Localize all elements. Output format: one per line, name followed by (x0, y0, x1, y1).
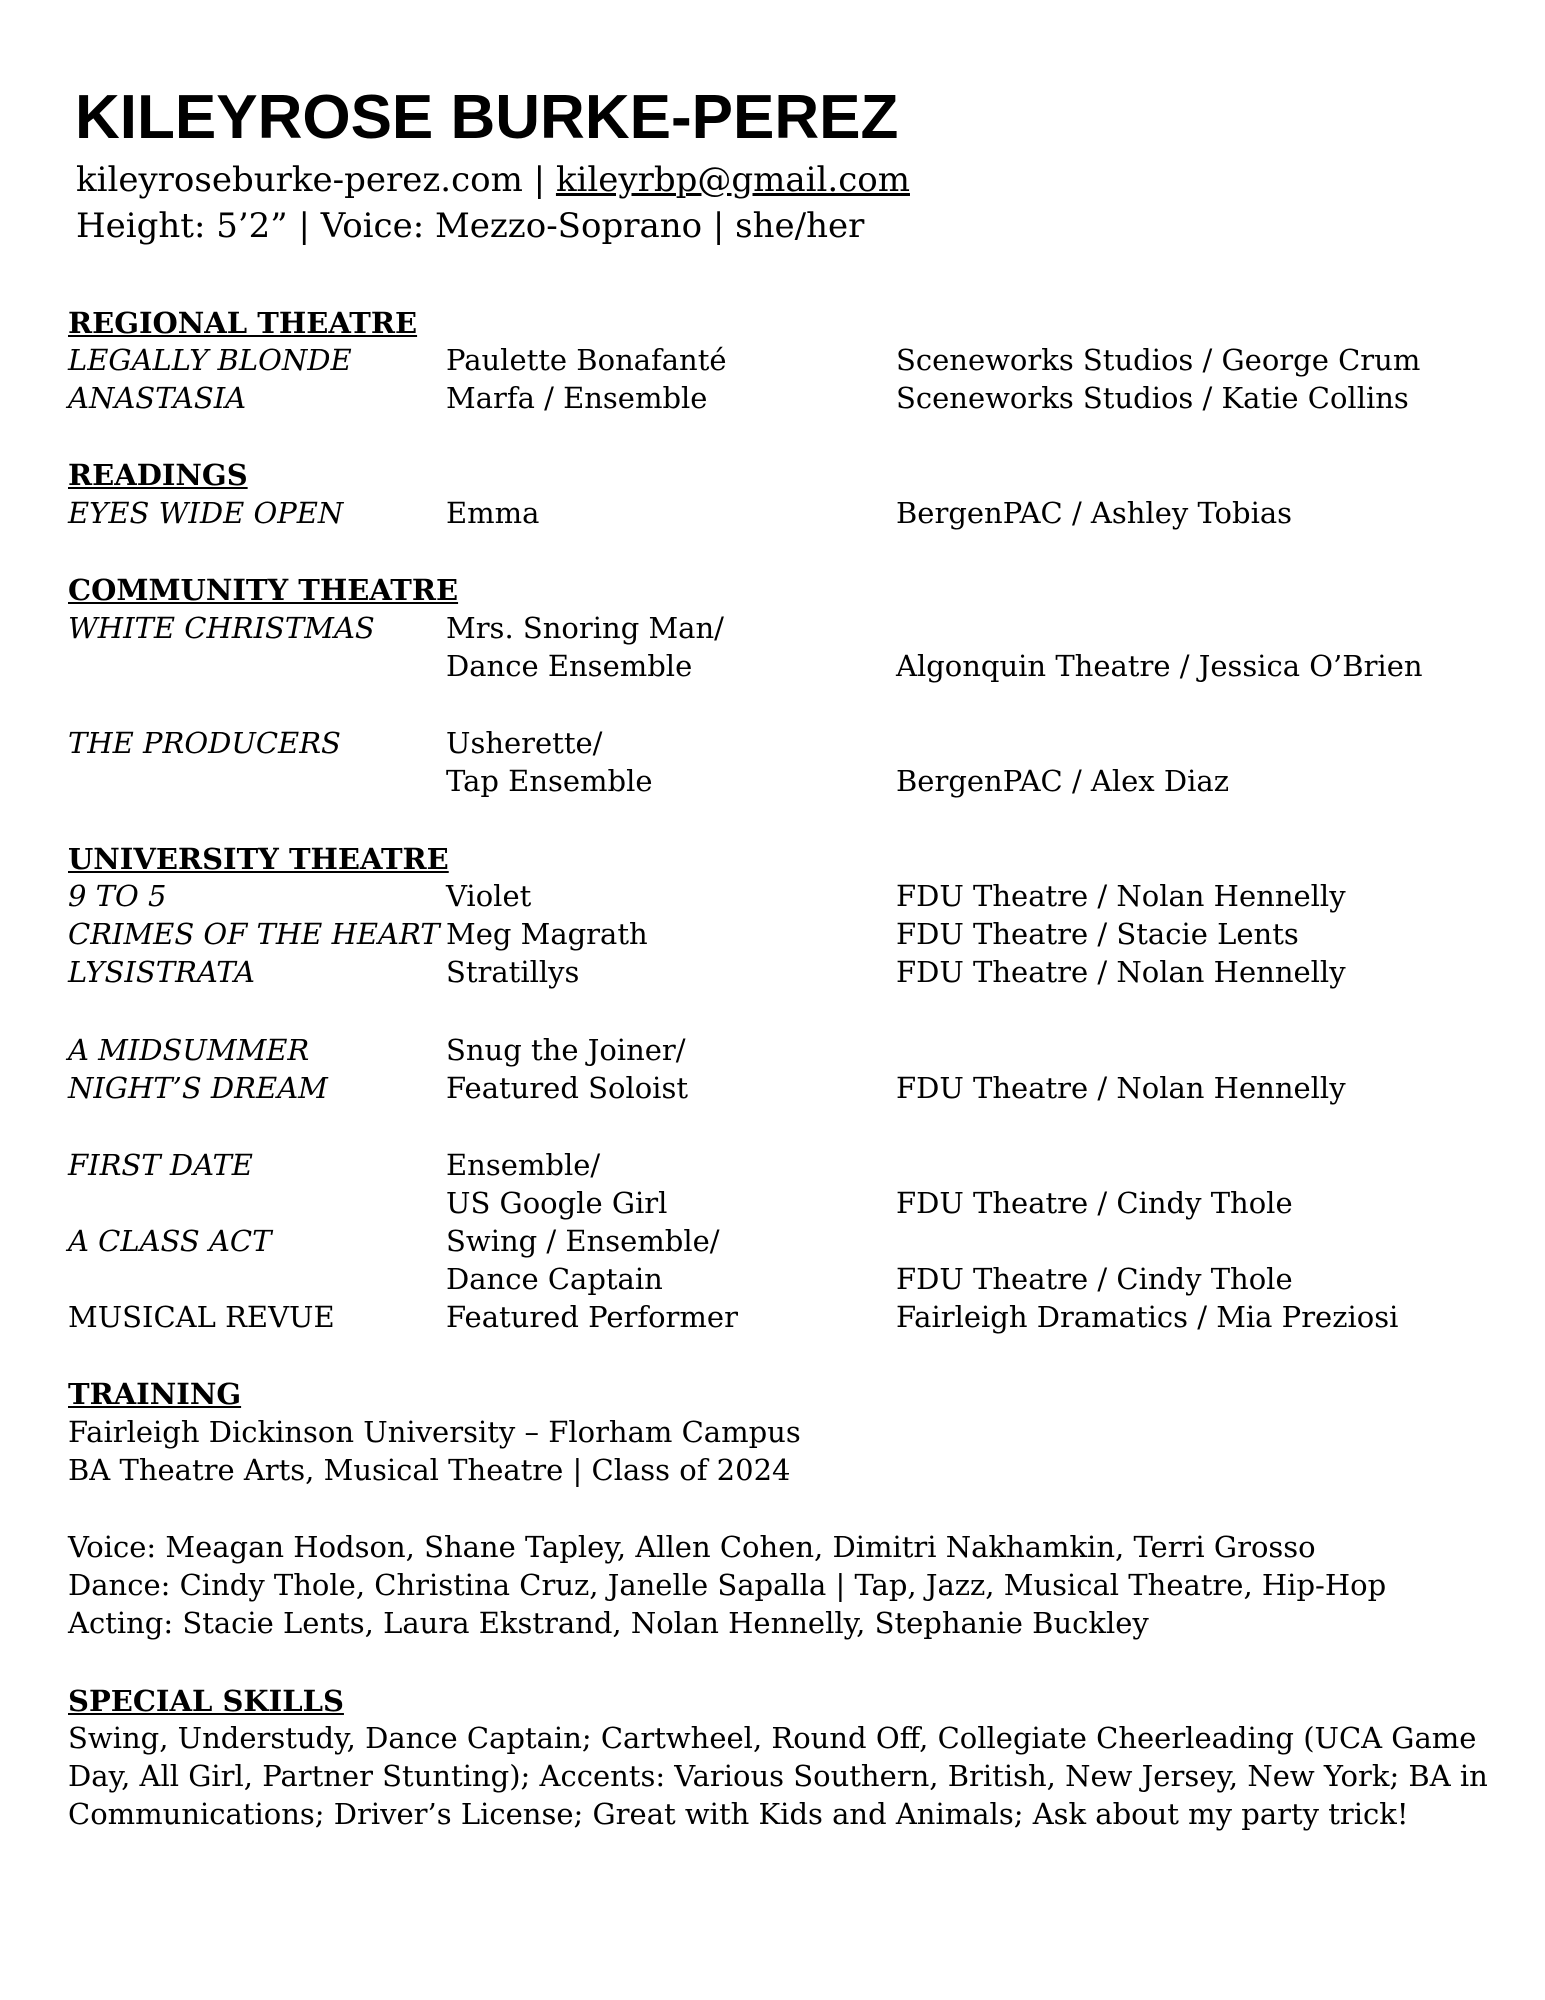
website-link[interactable]: kileyroseburke-perez.com (76, 160, 523, 200)
show-title: THE PRODUCERS (68, 726, 341, 760)
show-title: ANASTASIA (68, 381, 247, 415)
role: Marfa / Ensemble (446, 381, 708, 415)
company: Sceneworks Studios / George Crum (896, 343, 1421, 377)
role: Paulette Bonafanté (446, 343, 727, 377)
show-title: FIRST DATE (68, 1148, 253, 1182)
university-heading: UNIVERSITY THEATRE (68, 842, 449, 876)
readings-heading: READINGS (68, 458, 248, 492)
role: Featured Performer (446, 1300, 738, 1334)
separator: | (533, 160, 546, 200)
company: Fairleigh Dramatics / Mia Preziosi (896, 1300, 1399, 1334)
role: Stratillys (446, 955, 580, 989)
show-title: WHITE CHRISTMAS (68, 611, 375, 645)
show-title: LEGALLY BLONDE (68, 343, 352, 377)
company: Sceneworks Studios / Katie Collins (896, 381, 1409, 415)
skills-heading: SPECIAL SKILLS (68, 1684, 344, 1718)
role: Emma (446, 496, 540, 530)
role: US Google Girl (446, 1186, 668, 1220)
role: Swing / Ensemble/ (446, 1224, 720, 1258)
email-link[interactable]: kileyrbp@gmail.com (555, 160, 910, 200)
role: Meg Magrath (446, 917, 648, 951)
show-title: EYES WIDE OPEN (68, 496, 344, 530)
company: FDU Theatre / Cindy Thole (896, 1186, 1293, 1220)
company: Algonquin Theatre / Jessica O’Brien (896, 649, 1423, 683)
company: BergenPAC / Alex Diaz (896, 764, 1229, 798)
company: FDU Theatre / Nolan Hennelly (896, 879, 1346, 913)
training-heading: TRAINING (68, 1377, 242, 1411)
skills-text: Swing, Understudy, Dance Captain; Cartwheel, Round Off, Collegiate Cheerleading (UCA Game Day, All Girl, Partner Stunting); Accents: Various Southern, British, New Jersey, New York; BA in Communications; Driver’s License; Great with Kids and Animals; Ask about my party trick! (68, 1721, 1488, 1831)
training-voice: Voice: Meagan Hodson, Shane Tapley, Allen Cohen, Dimitri Nakhamkin, Terri Grosso (68, 1530, 1316, 1564)
role: Ensemble/ (446, 1148, 601, 1182)
show-title: A MIDSUMMER (68, 1033, 310, 1067)
training-dance: Dance: Cindy Thole, Christina Cruz, Janelle Sapalla | Tap, Jazz, Musical Theatre, Hip-Hop (68, 1568, 1387, 1602)
company: FDU Theatre / Nolan Hennelly (896, 1071, 1346, 1105)
show-title: LYSISTRATA (68, 955, 255, 989)
role: Mrs. Snoring Man/ (446, 611, 724, 645)
role: Tap Ensemble (446, 764, 653, 798)
role: Featured Soloist (446, 1071, 688, 1105)
show-title: CRIMES OF THE HEART (68, 917, 440, 951)
show-title: 9 TO 5 (68, 879, 167, 913)
contact-line (76, 160, 910, 200)
company: FDU Theatre / Nolan Hennelly (896, 955, 1346, 989)
training-degree: BA Theatre Arts, Musical Theatre | Class of 2024 (68, 1453, 791, 1487)
role: Dance Ensemble (446, 649, 693, 683)
show-title: NIGHT’S DREAM (68, 1071, 328, 1105)
community-heading: COMMUNITY THEATRE (68, 573, 459, 607)
show-title: MUSICAL REVUE (68, 1300, 335, 1334)
role: Snug the Joiner/ (446, 1033, 686, 1067)
training-acting: Acting: Stacie Lents, Laura Ekstrand, Nolan Hennelly, Stephanie Buckley (68, 1606, 1149, 1640)
regional-heading: REGIONAL THEATRE (68, 306, 418, 340)
performer-name: KILEYROSE BURKE-PEREZ (75, 83, 899, 152)
show-title: A CLASS ACT (68, 1224, 272, 1258)
company: FDU Theatre / Stacie Lents (896, 917, 1299, 951)
details-line: Height: 5’2” | Voice: Mezzo-Soprano | she/her (76, 206, 865, 246)
training-school: Fairleigh Dickinson University – Florham Campus (68, 1415, 801, 1449)
role: Dance Captain (446, 1262, 663, 1296)
role: Usherette/ (446, 726, 603, 760)
role: Violet (446, 879, 532, 913)
company: BergenPAC / Ashley Tobias (896, 496, 1293, 530)
company: FDU Theatre / Cindy Thole (896, 1262, 1293, 1296)
